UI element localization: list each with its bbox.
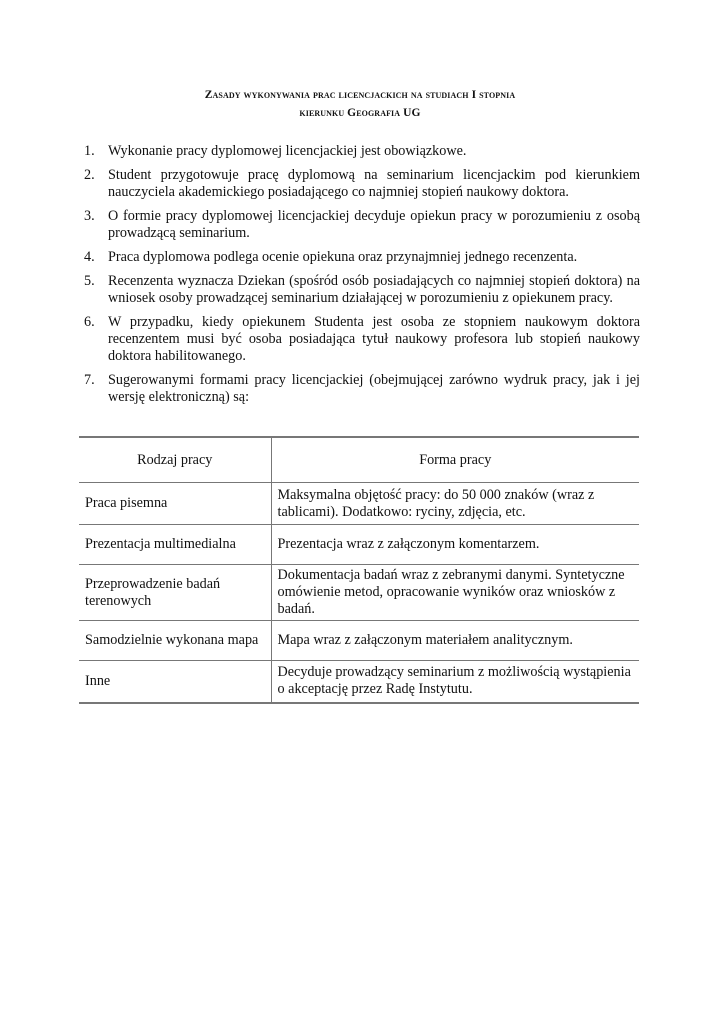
rule-number: 6.	[84, 314, 95, 330]
rule-item	[84, 372, 640, 406]
rule-text: Praca dyplomowa podlega ocenie opiekuna oraz przynajmniej jednego recenzenta.	[108, 249, 578, 265]
rule-number: 7.	[84, 372, 95, 388]
cell-work-type: Przeprowadzenie badań terenowych	[79, 565, 271, 621]
rule-text: Sugerowanymi formami pracy licencjackiej (obejmującej zarówno wydruk pracy, jak i jej wersję elektroniczną) są:	[108, 372, 640, 405]
rules-list	[84, 143, 640, 413]
table-row	[79, 661, 639, 703]
title-line-2: kierunku Geografia UG	[299, 107, 421, 119]
cell-work-type: Samodzielnie wykonana mapa	[79, 621, 271, 661]
work-forms-table	[79, 436, 639, 704]
header-work-form: Forma pracy	[271, 437, 639, 483]
table-row	[79, 565, 639, 621]
rule-number: 4.	[84, 249, 95, 265]
rule-number: 2.	[84, 167, 95, 183]
table-row	[79, 621, 639, 661]
rule-text: Wykonanie pracy dyplomowej licencjackiej jest obowiązkowe.	[108, 143, 467, 159]
cell-work-type: Inne	[79, 661, 271, 703]
cell-work-form: Maksymalna objętość pracy: do 50 000 znaków (wraz z tablicami). Dodatkowo: ryciny, zdjęcia, etc.	[271, 483, 639, 525]
rule-text: O formie pracy dyplomowej licencjackiej decyduje opiekun pracy w porozumieniu z osobą prowadzącą seminarium.	[108, 208, 640, 241]
rule-item	[84, 314, 640, 365]
cell-work-type: Praca pisemna	[79, 483, 271, 525]
rule-text: Recenzenta wyznacza Dziekan (spośród osób posiadających co najmniej stopień doktora) na wniosek osoby prowadzącej seminarium działającej w porozumieniu z opiekunem pracy.	[108, 273, 640, 306]
header-work-type: Rodzaj pracy	[79, 437, 271, 483]
table-row	[79, 483, 639, 525]
rule-text: W przypadku, kiedy opiekunem Studenta jest osoba ze stopniem naukowym doktora recenzentem musi być osoba posiadająca tytuł naukowy profesora lub stopień naukowy doktora habilitowanego.	[108, 314, 640, 364]
cell-work-form: Dokumentacja badań wraz z zebranymi danymi. Syntetyczne omówienie metod, opracowanie wyników oraz wniosków z badań.	[271, 565, 639, 621]
rule-item	[84, 208, 640, 242]
cell-work-form: Decyduje prowadzący seminarium z możliwością wystąpienia o akceptację przez Radę Instytutu.	[271, 661, 639, 703]
rule-number: 1.	[84, 143, 95, 159]
rule-number: 5.	[84, 273, 95, 289]
cell-work-form: Prezentacja wraz z załączonym komentarzem.	[271, 525, 639, 565]
rule-item	[84, 143, 640, 160]
rule-item	[84, 273, 640, 307]
cell-work-type: Prezentacja multimedialna	[79, 525, 271, 565]
rule-item	[84, 167, 640, 201]
rule-number: 3.	[84, 208, 95, 224]
table-header-row	[79, 437, 639, 483]
rule-text: Student przygotowuje pracę dyplomową na seminarium licencjackim pod kierunkiem nauczyciela akademickiego posiadającego co najmniej stopień naukowy doktora.	[108, 167, 640, 200]
document-title	[80, 86, 640, 122]
rule-item	[84, 249, 640, 266]
title-line-1: Zasady wykonywania prac licencjackich na studiach I stopnia	[204, 89, 516, 101]
cell-work-form: Mapa wraz z załączonym materiałem analitycznym.	[271, 621, 639, 661]
table-row	[79, 525, 639, 565]
